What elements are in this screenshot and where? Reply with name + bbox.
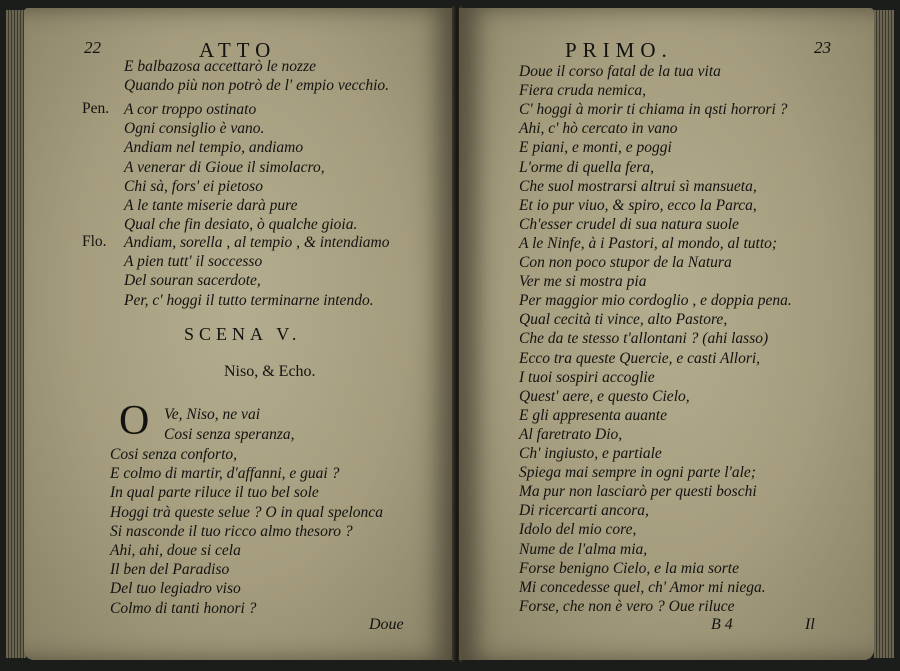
catchword: Doue <box>369 616 404 633</box>
verse-line: Ma pur non lasciarò per questi boschi <box>519 483 757 501</box>
running-header: ATTO <box>199 38 277 62</box>
verse-line: Ecco tra queste Quercie, e casti Allori, <box>519 349 761 367</box>
verse-line: Qual cecità ti vince, alto Pastore, <box>519 311 728 329</box>
drop-cap: O <box>119 398 150 444</box>
catchword: Il <box>805 616 815 633</box>
left-page-edges <box>6 10 26 658</box>
verse-line: Qual che fin desiato, ò qualche gioia. <box>124 216 358 234</box>
verse-line: Di ricercarti ancora, <box>519 502 649 520</box>
speaker-label: Flo. <box>82 233 107 250</box>
verse-line: Cosi senza speranza, <box>164 426 295 443</box>
right-page-edges <box>874 10 894 658</box>
verse-line: Che suol mostrarsi altrui sì mansueta, <box>519 177 757 195</box>
verse-line: Quest' aere, e questo Cielo, <box>519 387 690 405</box>
verse-line: Colmo di tanti honori ? <box>110 599 257 617</box>
verse-line: Cosi senza conforto, <box>110 446 238 463</box>
verse-line: Hoggi trà queste selue ? O in qual spelonca <box>110 503 383 521</box>
verse-line: Spiega mai sempre in ogni parte l'ale; <box>519 464 756 482</box>
verse-line: C' hoggi à morir ti chiama in qsti horrori ? <box>519 101 788 119</box>
verse-line: A venerar di Gioue il simolacro, <box>124 158 325 176</box>
scene-cast: Niso, & Echo. <box>224 363 316 380</box>
verse-line: Del souran sacerdote, <box>124 272 261 290</box>
verse-line: I tuoi sospiri accoglie <box>519 368 655 386</box>
page-number: 23 <box>814 38 831 57</box>
verse-line: Ver me si mostra pia <box>519 273 647 291</box>
verse-line: Nume de l'alma mia, <box>519 540 648 558</box>
verse-line: Ogni consiglio è vano. <box>124 120 265 138</box>
verse-line: L'orme di quella fera, <box>519 158 655 176</box>
verse-line: Ahi, ahi, doue si cela <box>110 542 241 559</box>
verse-line: Per maggior mio cordoglio , e doppia pena. <box>519 292 792 310</box>
right-page <box>459 8 874 660</box>
left-page <box>24 8 456 660</box>
verse-line: Fiera cruda nemica, <box>519 82 646 100</box>
verse-line: Ahi, c' hò cercato in vano <box>519 120 678 138</box>
verse-line: Si nasconde il tuo ricco almo thesoro ? <box>110 522 353 540</box>
verse-line: Ch' ingiusto, e partiale <box>519 445 662 462</box>
scene-title: SCENA V. <box>184 324 302 344</box>
verse-line: Andiam, sorella , al tempio , & intendiamo <box>124 234 390 251</box>
verse-line: Et io pur viuo, & spiro, ecco la Parca, <box>519 196 757 214</box>
verse-line: E colmo di martir, d'affanni, e guai ? <box>110 465 340 483</box>
verse-line: A le Ninfe, à i Pastori, al mondo, al tutto; <box>519 234 778 252</box>
verse-line: E gli appresenta auante <box>519 406 667 424</box>
verse-line: Chi sà, fors' ei pietoso <box>124 177 263 195</box>
verse-line: A cor troppo ostinato <box>124 101 257 118</box>
verse-line: Ch'esser crudel di sua natura suole <box>519 215 739 233</box>
verse-line: Al faretrato Dio, <box>519 425 623 443</box>
verse-line: Che da te stesso t'allontani ? (ahi lasso) <box>519 330 769 348</box>
verse-line: Forse benigno Cielo, e la mia sorte <box>519 559 739 577</box>
running-header: PRIMO. <box>565 38 673 62</box>
verse-line: Forse, che non è vero ? Oue riluce <box>519 597 735 615</box>
signature-mark: B 4 <box>711 616 733 633</box>
verse-line: Mi concedesse quel, ch' Amor mi niega. <box>519 578 766 596</box>
verse-line: Idolo del mio core, <box>519 521 637 539</box>
verse-line: In qual parte riluce il tuo bel sole <box>110 484 319 502</box>
verse-line: Per, c' hoggi il tutto terminarne intendo. <box>124 291 374 309</box>
speaker-label: Pen. <box>82 100 110 117</box>
verse-line: Doue il corso fatal de la tua vita <box>519 63 721 80</box>
verse-line: Ve, Niso, ne vai <box>164 406 260 423</box>
verse-line: Andiam nel tempio, andiamo <box>124 139 304 157</box>
verse-line: Con non poco stupor de la Natura <box>519 254 732 271</box>
verse-line: Quando più non potrò de l' empio vecchio. <box>124 77 390 95</box>
page-number: 22 <box>84 38 101 57</box>
verse-line: A pien tutt' il soccesso <box>124 253 263 271</box>
verse-line: E balbazosa accettarò le nozze <box>124 58 317 75</box>
verse-line: Il ben del Paradiso <box>110 561 230 579</box>
verse-line: Del tuo legiadro viso <box>110 580 241 598</box>
verse-line: E piani, e monti, e poggi <box>519 139 672 157</box>
verse-line: A le tante miserie darà pure <box>124 197 298 214</box>
